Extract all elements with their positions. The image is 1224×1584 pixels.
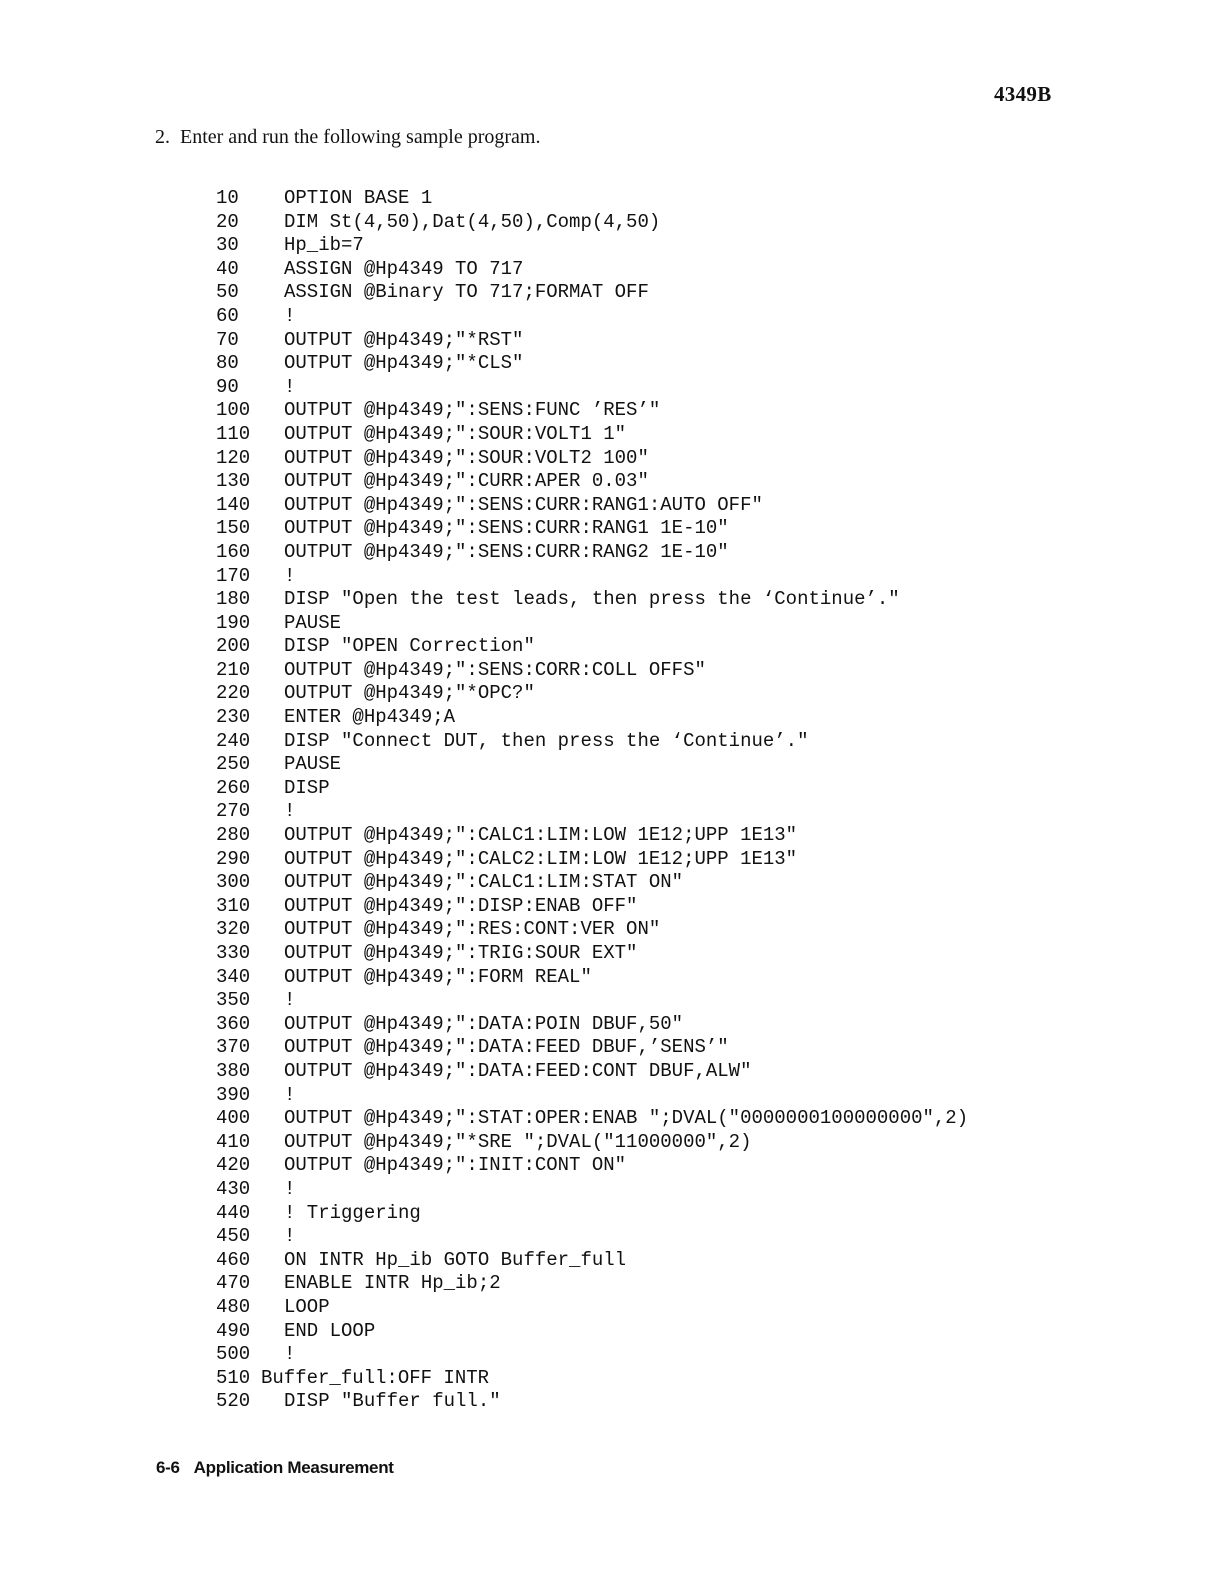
code-text: ! <box>284 564 296 587</box>
code-text: OUTPUT @Hp4349;":SENS:CURR:RANG1 1E-10" <box>284 517 729 540</box>
code-text: ! Triggering <box>284 1201 421 1224</box>
code-line <box>216 871 968 895</box>
code-line <box>216 352 968 376</box>
code-text: OUTPUT @Hp4349;"*RST" <box>284 328 524 351</box>
line-number: 180 <box>216 588 251 611</box>
code-line <box>216 588 968 612</box>
line-number: 190 <box>216 611 251 634</box>
line-number: 210 <box>216 658 251 681</box>
code-text: END LOOP <box>284 1319 376 1342</box>
code-text: DISP "Connect DUT, then press the ‘Continue’." <box>284 729 809 752</box>
line-number: 130 <box>216 470 251 493</box>
line-number: 520 <box>216 1390 251 1413</box>
code-text: ENABLE INTR Hp_ib;2 <box>284 1272 501 1295</box>
code-line <box>216 1013 968 1037</box>
code-line <box>216 848 968 872</box>
code-line <box>216 918 968 942</box>
line-number: 110 <box>216 422 251 445</box>
code-text: OPTION BASE 1 <box>284 187 433 209</box>
line-number: 280 <box>216 824 251 847</box>
code-text: ENTER @Hp4349;A <box>284 706 456 729</box>
code-text: ON INTR Hp_ib GOTO Buffer_full <box>284 1248 627 1271</box>
code-line <box>216 1225 968 1249</box>
code-text: OUTPUT @Hp4349;":FORM REAL" <box>284 965 592 988</box>
code-text: LOOP <box>284 1295 330 1318</box>
line-number: 480 <box>216 1295 251 1318</box>
step-text: Enter and run the following sample program. <box>180 126 541 148</box>
code-line <box>216 989 968 1013</box>
code-text: PAUSE <box>284 753 342 776</box>
line-number: 220 <box>216 682 251 705</box>
code-line <box>216 612 968 636</box>
code-text: OUTPUT @Hp4349;":SOUR:VOLT1 1" <box>284 422 627 445</box>
code-line <box>216 1131 968 1155</box>
line-number: 340 <box>216 965 251 988</box>
line-number: 10 <box>216 187 239 209</box>
code-line <box>216 187 968 211</box>
page-number: 6-6 <box>156 1458 180 1477</box>
code-line <box>216 1272 968 1296</box>
line-number: 50 <box>216 281 239 304</box>
code-text: OUTPUT @Hp4349;":CURR:APER 0.03" <box>284 470 649 493</box>
line-number: 450 <box>216 1225 251 1248</box>
code-line <box>216 329 968 353</box>
line-number: 260 <box>216 776 251 799</box>
code-line <box>216 423 968 447</box>
code-text: OUTPUT @Hp4349;":CALC2:LIM:LOW 1E12;UPP 1E13" <box>284 847 798 870</box>
code-line <box>216 376 968 400</box>
code-line <box>216 1060 968 1084</box>
code-line <box>216 824 968 848</box>
line-number: 40 <box>216 257 239 280</box>
code-line <box>216 1320 968 1344</box>
line-number: 330 <box>216 942 251 964</box>
code-line <box>216 565 968 589</box>
line-number: 400 <box>216 1107 251 1130</box>
code-text: OUTPUT @Hp4349;":TRIG:SOUR EXT" <box>284 942 638 964</box>
line-number: 140 <box>216 493 251 516</box>
code-line <box>216 966 968 990</box>
code-text: OUTPUT @Hp4349;":SOUR:VOLT2 100" <box>284 446 649 469</box>
code-text: OUTPUT @Hp4349;":STAT:OPER:ENAB ";DVAL("0000000100000000",2) <box>284 1107 969 1130</box>
line-number: 430 <box>216 1177 251 1200</box>
code-text: Hp_ib=7 <box>284 234 364 257</box>
code-text: OUTPUT @Hp4349;":SENS:CURR:RANG2 1E-10" <box>284 540 729 563</box>
code-line <box>216 1367 968 1391</box>
line-number: 30 <box>216 234 239 257</box>
instruction-step <box>155 126 540 149</box>
code-text: OUTPUT @Hp4349;":DISP:ENAB OFF" <box>284 894 638 917</box>
code-text: Buffer_full:OFF INTR <box>261 1366 490 1389</box>
code-line <box>216 1036 968 1060</box>
code-line <box>216 706 968 730</box>
code-text: PAUSE <box>284 611 342 634</box>
line-number: 20 <box>216 210 239 233</box>
code-text: OUTPUT @Hp4349;":CALC1:LIM:LOW 1E12;UPP 1E13" <box>284 824 798 847</box>
model-number: 4349B <box>994 82 1052 106</box>
line-number: 470 <box>216 1272 251 1295</box>
code-text: DISP "OPEN Correction" <box>284 635 535 658</box>
code-line <box>216 305 968 329</box>
code-line <box>216 399 968 423</box>
code-text: ASSIGN @Hp4349 TO 717 <box>284 257 524 280</box>
line-number: 90 <box>216 375 239 398</box>
code-text: OUTPUT @Hp4349;":DATA:POIN DBUF,50" <box>284 1012 684 1035</box>
code-text: OUTPUT @Hp4349;":DATA:FEED:CONT DBUF,ALW" <box>284 1059 752 1082</box>
code-text: ! <box>284 1225 296 1248</box>
code-line <box>216 730 968 754</box>
code-text: DIM St(4,50),Dat(4,50),Comp(4,50) <box>284 210 661 233</box>
line-number: 380 <box>216 1059 251 1082</box>
code-text: ASSIGN @Binary TO 717;FORMAT OFF <box>284 281 649 304</box>
code-text: OUTPUT @Hp4349;"*OPC?" <box>284 682 535 705</box>
line-number: 300 <box>216 871 251 894</box>
code-line <box>216 447 968 471</box>
code-text: OUTPUT @Hp4349;":INIT:CONT ON" <box>284 1154 627 1177</box>
line-number: 70 <box>216 328 239 351</box>
code-line <box>216 494 968 518</box>
line-number: 320 <box>216 918 251 941</box>
code-line <box>216 211 968 235</box>
code-text: DISP "Buffer full." <box>284 1390 501 1413</box>
code-line <box>216 777 968 801</box>
line-number: 290 <box>216 847 251 870</box>
line-number: 250 <box>216 753 251 776</box>
code-text: ! <box>284 1343 296 1366</box>
code-line <box>216 1178 968 1202</box>
code-line <box>216 753 968 777</box>
code-line <box>216 800 968 824</box>
line-number: 410 <box>216 1130 251 1153</box>
code-text: OUTPUT @Hp4349;"*SRE ";DVAL("11000000",2) <box>284 1130 752 1153</box>
code-line <box>216 258 968 282</box>
code-text: DISP <box>284 776 330 799</box>
section-title: Application Measurement <box>193 1458 394 1477</box>
step-number: 2. <box>155 126 170 148</box>
line-number: 360 <box>216 1012 251 1035</box>
code-line <box>216 1107 968 1131</box>
code-text: OUTPUT @Hp4349;":SENS:CURR:RANG1:AUTO OFF" <box>284 493 763 516</box>
code-line <box>216 1296 968 1320</box>
line-number: 460 <box>216 1248 251 1271</box>
line-number: 440 <box>216 1201 251 1224</box>
code-text: OUTPUT @Hp4349;":SENS:FUNC ’RES’" <box>284 399 661 422</box>
code-text: OUTPUT @Hp4349;":SENS:CORR:COLL OFFS" <box>284 658 706 681</box>
line-number: 170 <box>216 564 251 587</box>
code-line <box>216 1202 968 1226</box>
line-number: 80 <box>216 352 239 375</box>
line-number: 490 <box>216 1319 251 1342</box>
code-text: DISP "Open the test leads, then press the ‘Continue’." <box>284 588 900 611</box>
line-number: 310 <box>216 894 251 917</box>
line-number: 270 <box>216 800 251 823</box>
page-footer <box>156 1458 394 1478</box>
code-text: ! <box>284 375 296 398</box>
line-number: 370 <box>216 1036 251 1059</box>
line-number: 120 <box>216 446 251 469</box>
code-line <box>216 234 968 258</box>
code-text: OUTPUT @Hp4349;"*CLS" <box>284 352 524 375</box>
code-text: ! <box>284 800 296 823</box>
code-text: ! <box>284 989 296 1012</box>
line-number: 510 <box>216 1366 251 1389</box>
code-line <box>216 1390 968 1414</box>
code-line <box>216 1343 968 1367</box>
line-number: 390 <box>216 1083 251 1106</box>
line-number: 100 <box>216 399 251 422</box>
line-number: 240 <box>216 729 251 752</box>
line-number: 230 <box>216 706 251 729</box>
code-listing <box>216 187 968 1414</box>
code-text: OUTPUT @Hp4349;":RES:CONT:VER ON" <box>284 918 661 941</box>
line-number: 150 <box>216 517 251 540</box>
code-text: ! <box>284 1083 296 1106</box>
code-line <box>216 517 968 541</box>
code-line <box>216 1084 968 1108</box>
code-text: ! <box>284 1177 296 1200</box>
code-line <box>216 1249 968 1273</box>
code-line <box>216 942 968 966</box>
code-text: ! <box>284 304 296 327</box>
code-line <box>216 682 968 706</box>
line-number: 350 <box>216 989 251 1012</box>
code-line <box>216 635 968 659</box>
code-line <box>216 281 968 305</box>
code-line <box>216 1154 968 1178</box>
line-number: 60 <box>216 304 239 327</box>
line-number: 500 <box>216 1343 251 1366</box>
line-number: 200 <box>216 635 251 658</box>
code-line <box>216 895 968 919</box>
code-text: OUTPUT @Hp4349;":DATA:FEED DBUF,’SENS’" <box>284 1036 729 1059</box>
code-line <box>216 659 968 683</box>
code-line <box>216 470 968 494</box>
code-text: OUTPUT @Hp4349;":CALC1:LIM:STAT ON" <box>284 871 684 894</box>
line-number: 420 <box>216 1154 251 1177</box>
line-number: 160 <box>216 540 251 563</box>
code-line <box>216 541 968 565</box>
